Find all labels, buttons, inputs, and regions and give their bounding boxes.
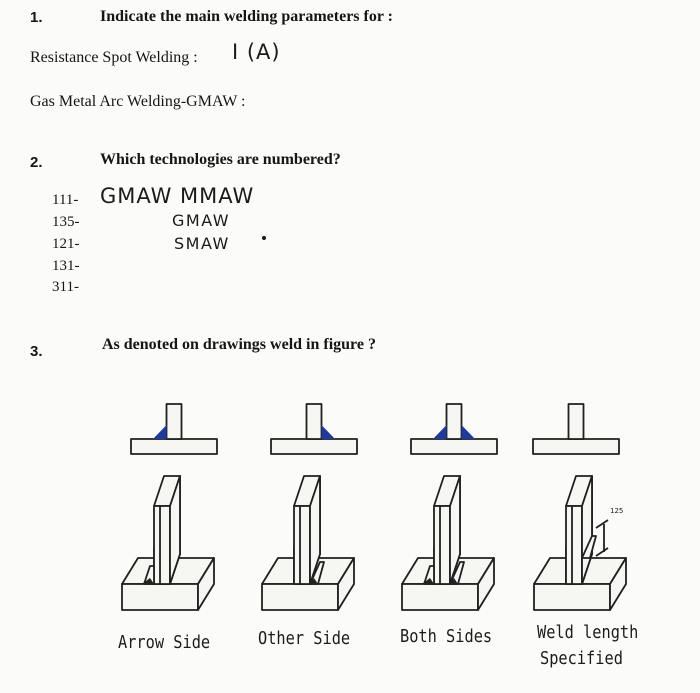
caption-specified: Specified [540, 648, 623, 669]
handwritten-answer-121: SMAW [174, 234, 230, 253]
resistance-spot-welding-label: Resistance Spot Welding : [30, 49, 198, 66]
caption-weld-length: Weld length [537, 622, 639, 643]
tee-both-sides [411, 404, 497, 454]
question-2-title: Which technologies are numbered? [100, 151, 341, 168]
plate-other-side [262, 476, 354, 610]
caption-other-side: Other Side [258, 628, 351, 649]
question-3-number: 3. [30, 343, 43, 360]
tee-other-side [271, 404, 357, 454]
process-code-135: 135- [52, 214, 80, 230]
caption-arrow-side: Arrow Side [118, 632, 211, 653]
plate-both-sides [402, 476, 494, 610]
caption-both-sides: Both Sides [400, 626, 493, 647]
dimension-label: 125 [610, 507, 624, 515]
process-code-121: 121- [52, 236, 80, 252]
handwritten-answer-135: GMAW [172, 211, 231, 230]
handwritten-answer-111: GMAW MMAW [100, 184, 255, 208]
tee-weld-length [533, 404, 619, 454]
process-code-311: 311- [52, 279, 79, 295]
process-code-111: 111- [52, 192, 79, 208]
gmaw-label: Gas Metal Arc Welding-GMAW : [30, 93, 246, 110]
question-1-number: 1. [30, 9, 43, 26]
question-1-title: Indicate the main welding parameters for : [100, 8, 393, 25]
question-2-number: 2. [30, 154, 43, 171]
plate-arrow-side [122, 476, 214, 610]
question-3-title: As denoted on drawings weld in figure ? [102, 336, 376, 353]
tee-arrow-side [131, 404, 217, 454]
plate-weld-length [534, 476, 626, 610]
process-code-131: 131- [52, 258, 80, 274]
resistance-spot-welding-answer: I (A) [232, 40, 281, 64]
